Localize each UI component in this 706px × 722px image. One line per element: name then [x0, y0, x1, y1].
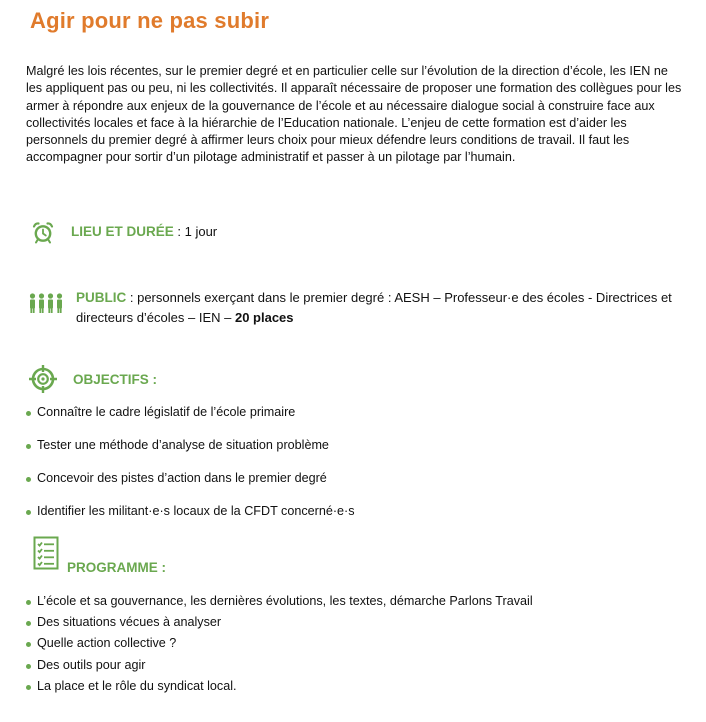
public-section: [28, 288, 688, 328]
public-text: : personnels exerçant dans le premier degré : AESH – Professeur·e des écoles - Directrices et directeurs d’écoles – IEN –: [76, 290, 672, 325]
intro-paragraph: Malgré les lois récentes, sur le premier degré et en particulier celle sur l’évolution de la direction d’école, les IEN ne les appliquent pas ou peu, ni les collectivités. Il apparaît nécessaire de proposer une formation des collègues pour les armer à répondre aux enjeux de la gouvernance de l’école et au nécessaire dialogue social à construire face aux collectivités locales et face à la hiérarchie de l’Education nationale. L’enjeu de cette formation est d’aider les personnels du premier degré à affirmer leurs choix pour mieux défendre leurs conditions de travail. Il faut les accompagner pour sortir d’un pilotage administratif et passer à un pilotage par l’humain.: [26, 64, 682, 165]
list-item: Connaître le cadre législatif de l’école primaire: [26, 405, 355, 438]
lieu-section: [31, 220, 217, 244]
lieu-separator: :: [173, 224, 185, 239]
programme-list: [26, 594, 533, 700]
list-item: Quelle action collective ?: [26, 636, 533, 657]
list-item: Des outils pour agir: [26, 658, 533, 679]
target-icon: [28, 364, 58, 394]
list-item: Identifier les militant·e·s locaux de la CFDT concerné·e·s: [26, 504, 355, 537]
public-label: PUBLIC: [76, 290, 127, 305]
list-item: L’école et sa gouvernance, les dernières évolutions, les textes, démarche Parlons Travail: [26, 594, 533, 615]
list-item: Concevoir des pistes d’action dans le premier degré: [26, 471, 355, 504]
people-group-icon: [28, 290, 64, 316]
list-item: Tester une méthode d’analyse de situation problème: [26, 438, 355, 471]
list-item: La place et le rôle du syndicat local.: [26, 679, 533, 700]
programme-label: PROGRAMME :: [67, 560, 166, 575]
page-title: Agir pour ne pas subir: [30, 8, 270, 33]
list-item: Des situations vécues à analyser: [26, 615, 533, 636]
public-places: 20 places: [234, 310, 294, 325]
objectifs-header: [28, 364, 157, 394]
lieu-value: 1 jour: [184, 224, 218, 239]
checklist-icon: [33, 536, 59, 570]
alarm-clock-icon: [31, 220, 55, 244]
objectifs-list: [26, 405, 355, 537]
objectifs-label: OBJECTIFS :: [73, 372, 158, 387]
lieu-label: LIEU ET DURÉE: [71, 224, 174, 239]
programme-header: [33, 536, 166, 575]
